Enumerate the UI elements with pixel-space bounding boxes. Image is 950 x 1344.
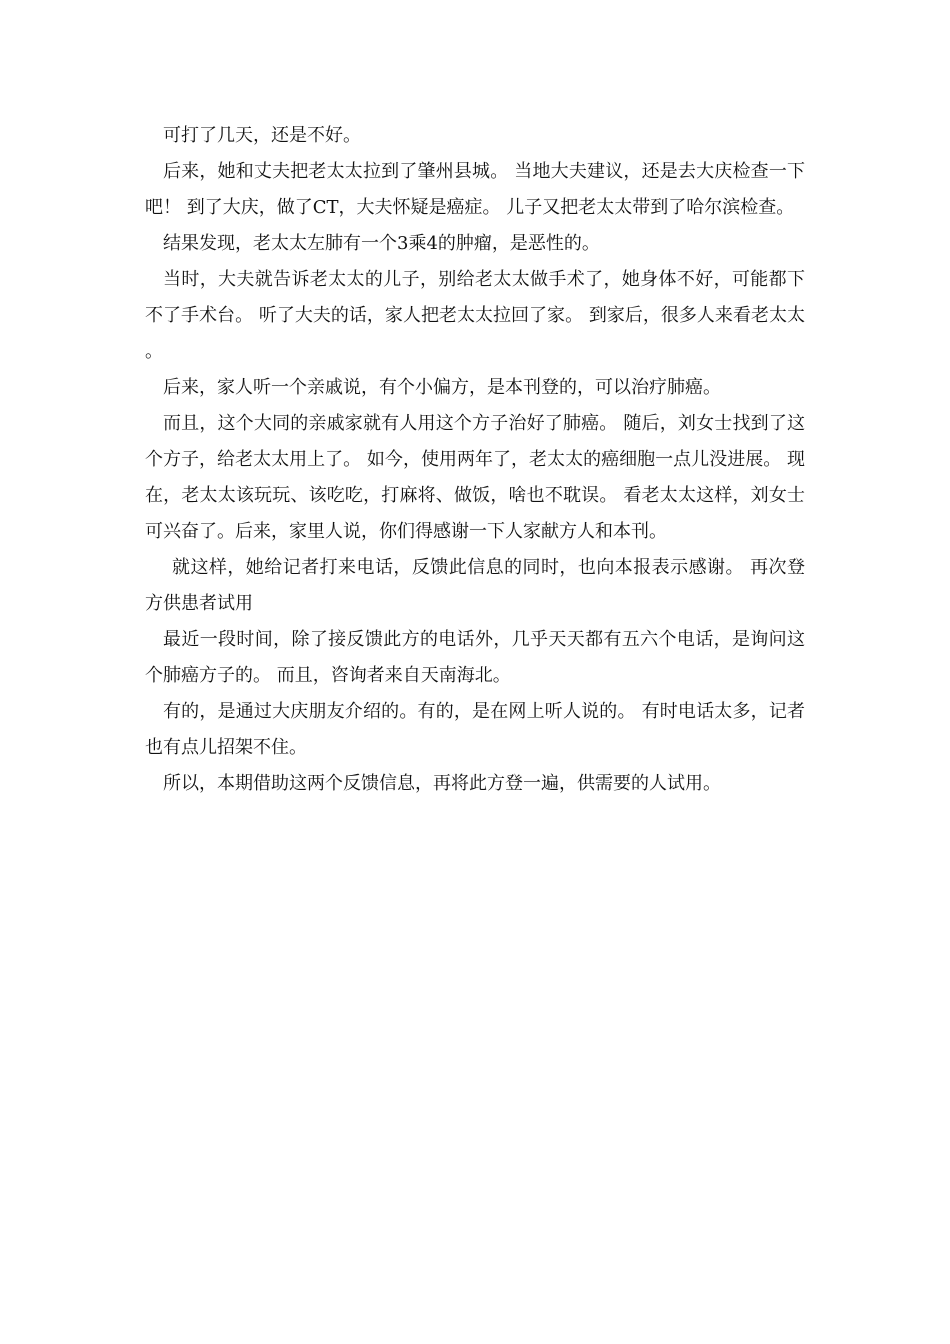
article-body bbox=[145, 118, 805, 802]
paragraph-8: 最近一段时间，除了接反馈此方的电话外，几乎天天都有五六个电话，是询问这个肺癌方子的。 而且，咨询者来自天南海北。 bbox=[145, 629, 805, 686]
paragraph-1: 可打了几天，还是不好。 bbox=[163, 125, 361, 146]
paragraph-4: 当时，大夫就告诉老太太的儿子，别给老太太做手术了，她身体不好，可能都下不了手术台。 听了大夫的话，家人把老太太拉回了家。 到家后，很多人来看老太太。 bbox=[145, 269, 805, 362]
paragraph-2: 后来，她和丈夫把老太太拉到了肇州县城。 当地大夫建议，还是去大庆检查一下吧！ 到了大庆，做了CT，大夫怀疑是癌症。 儿子又把老太太带到了哈尔滨检查。 bbox=[145, 161, 805, 218]
paragraph-5: 后来，家人听一个亲戚说，有个小偏方，是本刊登的，可以治疗肺癌。 bbox=[163, 377, 721, 398]
paragraph-7: 就这样，她给记者打来电话，反馈此信息的同时，也向本报表示感谢。 再次登方供患者试用 bbox=[145, 557, 805, 614]
paragraph-9: 有的，是通过大庆朋友介绍的。有的，是在网上听人说的。 有时电话太多，记者也有点儿招架不住。 bbox=[145, 701, 805, 758]
paragraph-3: 结果发现，老太太左肺有一个3乘4的肿瘤，是恶性的。 bbox=[163, 233, 600, 254]
paragraph-6: 而且，这个大同的亲戚家就有人用这个方子治好了肺癌。 随后，刘女士找到了这个方子，给老太太用上了。 如今，使用两年了，老太太的癌细胞一点儿没进展。 现在，老太太该玩玩、该吃吃，打麻将、做饭，啥也不耽误。 看老太太这样，刘女士可兴奋了。后来，家里人说，你们得感谢一下人家献方人和本刊。 bbox=[145, 413, 805, 542]
paragraph-10: 所以，本期借助这两个反馈信息，再将此方登一遍，供需要的人试用。 bbox=[163, 773, 721, 794]
